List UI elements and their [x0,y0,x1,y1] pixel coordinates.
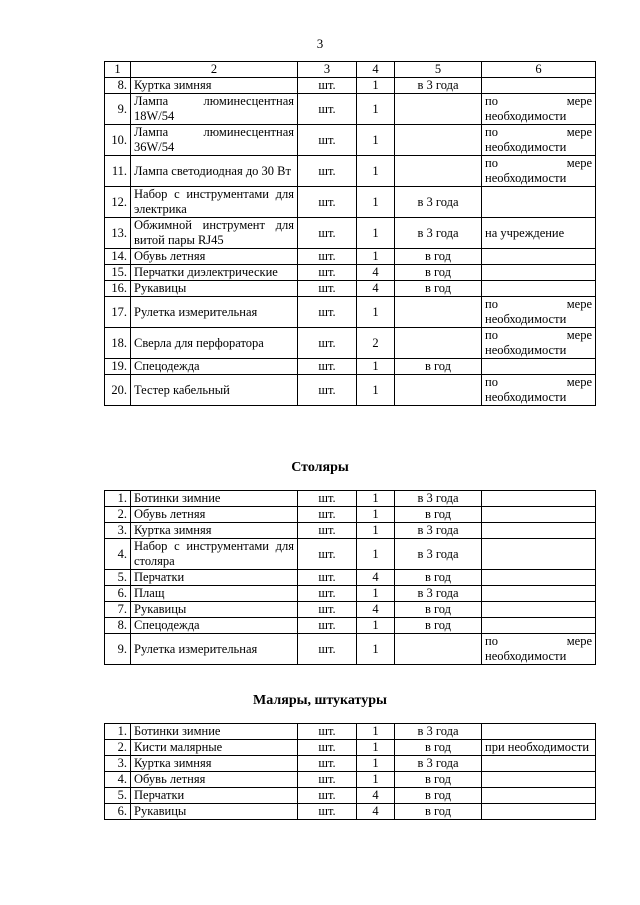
item-note [482,359,596,375]
item-name: Обувь летняя [131,507,298,523]
item-unit: шт. [298,218,357,249]
item-quantity: 4 [357,281,395,297]
item-wear-term: в 3 года [395,586,482,602]
item-name: Перчатки диэлектрические [131,265,298,281]
item-quantity: 1 [357,586,395,602]
item-name: Перчатки [131,570,298,586]
item-unit: шт. [298,507,357,523]
item-note: по мере необходимости [482,94,596,125]
item-quantity: 1 [357,375,395,406]
item-note [482,491,596,507]
row-number: 9. [105,94,131,125]
item-name: Перчатки [131,788,298,804]
header-col-4: 4 [357,62,395,78]
header-col-3: 3 [298,62,357,78]
header-col-1: 1 [105,62,131,78]
row-number: 19. [105,359,131,375]
item-name: Рукавицы [131,804,298,820]
item-note: по мере необходимости [482,125,596,156]
row-number: 6. [105,586,131,602]
item-note: по мере необходимости [482,297,596,328]
page-number: 3 [316,36,324,51]
item-unit: шт. [298,78,357,94]
item-quantity: 4 [357,602,395,618]
item-unit: шт. [298,375,357,406]
table-row [105,297,596,328]
item-unit: шт. [298,328,357,359]
electricians-equipment-table [104,61,596,406]
item-quantity: 4 [357,570,395,586]
item-note [482,249,596,265]
item-unit: шт. [298,94,357,125]
item-quantity: 1 [357,156,395,187]
row-number: 2. [105,740,131,756]
item-wear-term: в год [395,281,482,297]
item-unit: шт. [298,804,357,820]
item-quantity: 4 [357,265,395,281]
table-row [105,788,596,804]
item-name: Сверла для перфоратора [131,328,298,359]
item-quantity: 1 [357,125,395,156]
table-row [105,523,596,539]
row-number: 9. [105,634,131,665]
item-note: по мере необходимости [482,375,596,406]
item-quantity: 1 [357,634,395,665]
carpenters-equipment-table [104,490,596,665]
table-row [105,507,596,523]
item-wear-term [395,125,482,156]
table-row [105,328,596,359]
item-wear-term: в год [395,602,482,618]
item-unit: шт. [298,570,357,586]
item-name: Ботинки зимние [131,724,298,740]
item-quantity: 1 [357,94,395,125]
item-wear-term: в год [395,772,482,788]
item-wear-term: в год [395,359,482,375]
item-quantity: 1 [357,539,395,570]
table-row [105,570,596,586]
row-number: 5. [105,788,131,804]
item-wear-term [395,297,482,328]
item-unit: шт. [298,359,357,375]
item-unit: шт. [298,491,357,507]
item-name: Набор с инструментами для столяра [131,539,298,570]
item-wear-term [395,634,482,665]
item-name: Куртка зимняя [131,78,298,94]
item-wear-term: в год [395,740,482,756]
table-row [105,78,596,94]
row-number: 11. [105,156,131,187]
row-number: 4. [105,772,131,788]
item-name: Спецодежда [131,618,298,634]
item-wear-term: в год [395,265,482,281]
item-name: Набор с инструментами для электрика [131,187,298,218]
table-row [105,804,596,820]
item-name: Ботинки зимние [131,491,298,507]
column-number-header-row [105,62,596,78]
item-quantity: 4 [357,788,395,804]
item-quantity: 1 [357,618,395,634]
table-row [105,125,596,156]
table-row [105,634,596,665]
item-name: Лампа светодиодная до 30 Вт [131,156,298,187]
item-wear-term: в год [395,570,482,586]
item-note [482,281,596,297]
section-title-painters: Маляры, штукатуры [253,693,387,708]
item-unit: шт. [298,740,357,756]
row-number: 1. [105,491,131,507]
item-note: по мере необходимости [482,156,596,187]
item-unit: шт. [298,724,357,740]
table-row [105,756,596,772]
item-wear-term: в год [395,788,482,804]
item-name: Рукавицы [131,602,298,618]
item-quantity: 1 [357,507,395,523]
item-name: Куртка зимняя [131,756,298,772]
item-unit: шт. [298,249,357,265]
row-number: 16. [105,281,131,297]
item-note [482,78,596,94]
table-row [105,359,596,375]
item-note [482,507,596,523]
item-name: Спецодежда [131,359,298,375]
table-row [105,618,596,634]
item-wear-term: в 3 года [395,523,482,539]
item-wear-term: в 3 года [395,539,482,570]
item-note [482,772,596,788]
item-quantity: 2 [357,328,395,359]
item-name: Рулетка измерительная [131,297,298,328]
item-quantity: 1 [357,491,395,507]
item-unit: шт. [298,618,357,634]
item-note [482,539,596,570]
section-title-carpenters: Столяры [291,460,349,475]
item-name: Обжимной инструмент для витой пары RJ45 [131,218,298,249]
row-number: 3. [105,523,131,539]
header-col-6: 6 [482,62,596,78]
header-col-2: 2 [131,62,298,78]
row-number: 3. [105,756,131,772]
table-row [105,375,596,406]
row-number: 14. [105,249,131,265]
item-quantity: 1 [357,523,395,539]
item-quantity: 1 [357,218,395,249]
item-quantity: 4 [357,804,395,820]
item-quantity: 1 [357,78,395,94]
item-name: Обувь летняя [131,249,298,265]
row-number: 5. [105,570,131,586]
item-unit: шт. [298,156,357,187]
row-number: 7. [105,602,131,618]
table-row [105,156,596,187]
item-unit: шт. [298,772,357,788]
item-note [482,586,596,602]
item-note [482,265,596,281]
row-number: 1. [105,724,131,740]
table-row [105,218,596,249]
table-row [105,724,596,740]
item-name: Тестер кабельный [131,375,298,406]
row-number: 13. [105,218,131,249]
item-quantity: 1 [357,724,395,740]
item-note: по мере необходимости [482,634,596,665]
item-unit: шт. [298,297,357,328]
item-name: Куртка зимняя [131,523,298,539]
row-number: 4. [105,539,131,570]
item-name: Рукавицы [131,281,298,297]
item-note [482,756,596,772]
item-wear-term: в 3 года [395,724,482,740]
item-wear-term [395,156,482,187]
row-number: 2. [105,507,131,523]
item-quantity: 1 [357,756,395,772]
item-name: Кисти малярные [131,740,298,756]
row-number: 8. [105,618,131,634]
item-unit: шт. [298,602,357,618]
item-wear-term: в год [395,507,482,523]
item-note: по мере необходимости [482,328,596,359]
item-name: Лампа люминесцентная 18W/54 [131,94,298,125]
item-unit: шт. [298,523,357,539]
header-col-5: 5 [395,62,482,78]
table-row [105,740,596,756]
row-number: 15. [105,265,131,281]
item-quantity: 1 [357,249,395,265]
table-row [105,187,596,218]
item-wear-term [395,94,482,125]
item-note: при необходимости [482,740,596,756]
table-row [105,772,596,788]
item-note [482,602,596,618]
item-wear-term [395,328,482,359]
item-name: Обувь летняя [131,772,298,788]
table-row [105,491,596,507]
table-row [105,94,596,125]
item-wear-term: в 3 года [395,218,482,249]
item-note [482,523,596,539]
item-quantity: 1 [357,359,395,375]
item-note [482,724,596,740]
item-unit: шт. [298,539,357,570]
item-unit: шт. [298,187,357,218]
item-unit: шт. [298,125,357,156]
item-wear-term: в год [395,804,482,820]
row-number: 12. [105,187,131,218]
item-unit: шт. [298,634,357,665]
item-wear-term: в 3 года [395,78,482,94]
item-note: на учреждение [482,218,596,249]
item-quantity: 1 [357,772,395,788]
item-note [482,570,596,586]
item-name: Плащ [131,586,298,602]
item-unit: шт. [298,788,357,804]
row-number: 6. [105,804,131,820]
table-row [105,265,596,281]
item-unit: шт. [298,586,357,602]
item-quantity: 1 [357,187,395,218]
item-unit: шт. [298,281,357,297]
item-wear-term: в год [395,249,482,265]
item-wear-term [395,375,482,406]
item-name: Лампа люминесцентная 36W/54 [131,125,298,156]
table-row [105,586,596,602]
row-number: 18. [105,328,131,359]
item-note [482,788,596,804]
item-note [482,187,596,218]
item-note [482,618,596,634]
item-wear-term: в 3 года [395,491,482,507]
row-number: 20. [105,375,131,406]
table-row [105,539,596,570]
item-wear-term: в 3 года [395,756,482,772]
item-wear-term: в 3 года [395,187,482,218]
table-row [105,281,596,297]
item-unit: шт. [298,756,357,772]
row-number: 10. [105,125,131,156]
item-quantity: 1 [357,297,395,328]
table-row [105,602,596,618]
table-row [105,249,596,265]
item-note [482,804,596,820]
item-quantity: 1 [357,740,395,756]
painters-equipment-table [104,723,596,820]
item-unit: шт. [298,265,357,281]
row-number: 8. [105,78,131,94]
item-name: Рулетка измерительная [131,634,298,665]
row-number: 17. [105,297,131,328]
item-wear-term: в год [395,618,482,634]
